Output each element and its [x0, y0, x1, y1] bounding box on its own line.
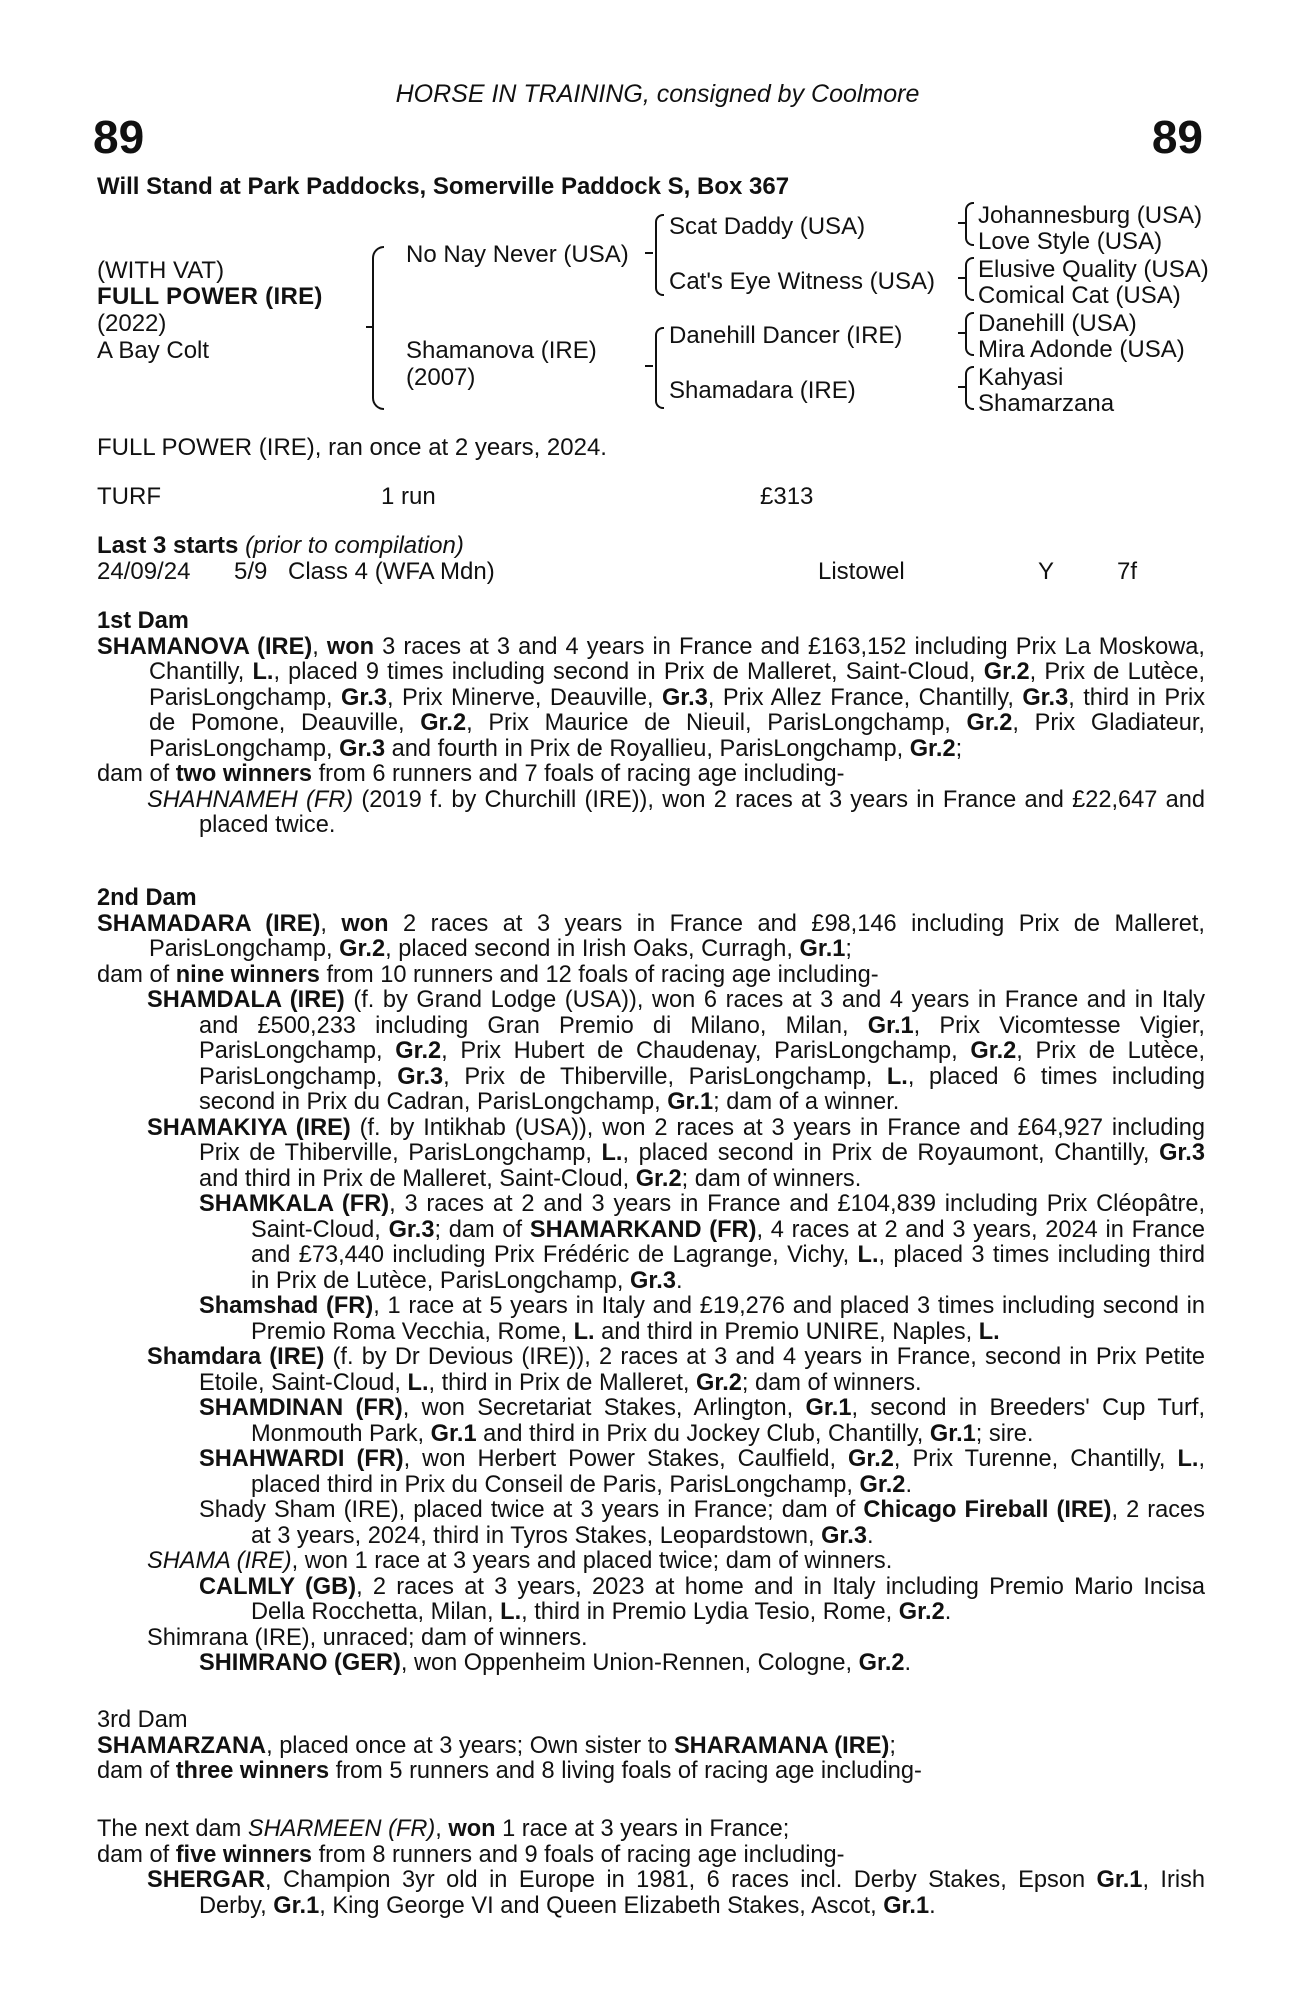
won-label: won [326, 633, 375, 660]
text: , won Oppenheim Union-Rennen, Cologne, [400, 1650, 859, 1676]
text: 3 races at 3 and 4 years in France and £163,152 including Prix La Moskowa, Chantilly, [149, 633, 1205, 685]
text: and third in Prix de Malleret, Saint-Cloud, [199, 1165, 636, 1192]
produce-shamdala [97, 988, 1205, 1116]
brace-g4 [965, 366, 974, 410]
first-dam-produce [97, 762, 1205, 788]
text: , 2 races at 3 years, 2023 at home and in Italy including Premio Mario Incisa Della Rocchetta, Milan, [251, 1573, 1206, 1625]
grade: Gr.3 [397, 1063, 444, 1090]
produce-shergar [97, 1868, 1205, 1919]
gen3-3: Elusive Quality (USA) [978, 256, 1209, 283]
text: from 6 runners and 7 foals of racing age including- [312, 761, 845, 787]
lot-number-right: 89 [1151, 111, 1203, 163]
text: , won Herbert Power Stakes, Caulfield, [403, 1446, 848, 1472]
grade: Gr.3 [821, 1522, 867, 1549]
third-dam-name: SHAMARZANA [97, 1732, 267, 1759]
grade: Gr.2 [696, 1369, 742, 1396]
text: . [904, 1650, 912, 1676]
text: (f. by Intikhab (USA)), won 2 races at 3 years in France and £64,927 including Prix de Thiberville, ParisLongchamp, [199, 1114, 1206, 1166]
grade: Gr.2 [848, 1446, 894, 1472]
next-dam-produce [97, 1843, 1205, 1869]
first-dam-section [97, 609, 1205, 839]
grade: Gr.1 [1096, 1867, 1143, 1893]
text: , Prix de Thiberville, ParisLongchamp, [443, 1063, 887, 1090]
produce-shamdara [97, 1345, 1205, 1396]
first-dam-title: 1st Dam [97, 608, 189, 634]
text: dam of [97, 1758, 176, 1784]
text: ; [845, 936, 852, 962]
text: 2 races at 3 years in France and £98,146 including Prix de Malleret, ParisLongchamp, [149, 910, 1205, 962]
record-runs: 1 run [381, 483, 436, 510]
grade: Gr.1 [805, 1395, 852, 1421]
gen3-8: Shamarzana [978, 390, 1115, 417]
text: . [905, 1471, 912, 1498]
gen3-4: Comical Cat (USA) [978, 282, 1181, 309]
gen3-7: Kahyasi [978, 364, 1064, 391]
grade: L. [573, 1318, 595, 1345]
text: from 5 runners and 8 living foals of racing age including- [329, 1758, 922, 1784]
grade: L. [886, 1063, 908, 1090]
text: , won Secretariat Stakes, Arlington, [402, 1395, 806, 1421]
text: , won 1 race at 3 years and placed twice; dam of winners. [291, 1548, 893, 1574]
horse-year: (2022) [97, 310, 167, 337]
text: , Prix Allez France, Chantilly, [707, 684, 1023, 711]
second-dam-title: 2nd Dam [97, 885, 197, 911]
grade: L. [500, 1599, 522, 1625]
vat-label: (WITH VAT) [97, 257, 225, 284]
text: from 10 runners and 12 foals of racing age including- [319, 961, 879, 988]
text: . [929, 1892, 936, 1919]
text: , placed 3 times including third in Prix de Lutèce, ParisLongchamp, [251, 1242, 1205, 1294]
grade: Gr.3 [341, 684, 387, 711]
text: , placed third in Prix du Conseil de Paris, ParisLongchamp, [251, 1446, 1205, 1498]
brace-g3 [965, 312, 974, 356]
gen3-1: Johannesburg (USA) [978, 202, 1203, 229]
text: Shady Sham (IRE), placed twice at 3 years in France; dam of [199, 1497, 864, 1523]
grade: L. [1177, 1446, 1199, 1472]
brace-g4-tick [958, 386, 965, 388]
grade: Gr.2 [420, 710, 467, 736]
produce-name: CALMLY (GB) [199, 1573, 357, 1600]
second-dam-produce [97, 963, 1205, 989]
text: (2019 f. by Churchill (IRE)), won 2 races at 3 years in France and £22,647 and placed twice. [199, 786, 1205, 838]
text: ; sire. [975, 1420, 1034, 1447]
text: . [867, 1522, 874, 1549]
produce-name: Shamdara (IRE) [147, 1344, 325, 1370]
won-label: won [448, 1816, 496, 1842]
produce-name: SHAHNAMEH (FR) [147, 786, 354, 813]
second-dam-name: SHAMADARA (IRE) [97, 910, 321, 937]
text: , Prix de Lutèce, ParisLongchamp, [149, 659, 1205, 711]
winners-count: three winners [175, 1758, 330, 1784]
brace-sire-tick [645, 252, 653, 254]
winners-count: five winners [175, 1841, 313, 1868]
produce-shamkala [97, 1192, 1205, 1294]
text: , Prix Turenne, Chantilly, [893, 1446, 1178, 1472]
third-dam-record [97, 1734, 1205, 1760]
record-surface: TURF [97, 483, 161, 510]
gen3-2: Love Style (USA) [978, 228, 1163, 255]
third-dam-title: 3rd Dam [97, 1707, 188, 1733]
text: . [675, 1267, 683, 1294]
text: , Prix de Lutèce, ParisLongchamp, [199, 1038, 1205, 1090]
grade: Gr.1 [430, 1420, 477, 1447]
text: , second in Breeders' Cup Turf, Monmouth Park, [251, 1395, 1205, 1447]
grade: Gr.1 [929, 1420, 976, 1447]
dam-sire: Danehill Dancer (IRE) [669, 322, 903, 349]
produce-name: SHIMRANO (GER) [199, 1650, 401, 1676]
sire-name: No Nay Never (USA) [406, 241, 629, 268]
text: The next dam [97, 1816, 248, 1842]
grade: Gr.1 [273, 1892, 320, 1919]
text: from 8 runners and 9 foals of racing age including- [312, 1841, 845, 1868]
winners-count: two winners [175, 761, 313, 787]
first-dam-name: SHAMANOVA (IRE) [97, 633, 313, 660]
start-distance: 7f [1117, 558, 1138, 585]
text: , 4 races at 2 and 3 years, 2024 in France and £73,440 including Prix Frédéric de Lagrange, Vichy, [251, 1216, 1206, 1268]
text: (f. by Grand Lodge (USA)), won 6 races at 3 and 4 years in France and in Italy and £500,233 including Gran Premio di Milano, Milan, [199, 987, 1205, 1039]
start-course: Listowel [818, 558, 905, 585]
gen3-6: Mira Adonde (USA) [978, 336, 1185, 363]
grade: L. [601, 1140, 623, 1166]
third-dam-produce [97, 1759, 1205, 1785]
text: , third in Prix de Pomone, Deauville, [149, 684, 1205, 736]
grade: Gr.2 [339, 936, 386, 962]
text: , placed once at 3 years; Own sister to [266, 1732, 674, 1759]
grade: Gr.3 [388, 1216, 435, 1243]
text: , Irish Derby, [199, 1867, 1205, 1919]
text: , placed 9 times including second in Prix de Malleret, Saint-Cloud, [273, 659, 984, 685]
brace-g2-tick [958, 277, 965, 279]
brace-sire [655, 214, 664, 296]
grade: Gr.3 [339, 735, 386, 762]
grade: Gr.2 [966, 710, 1013, 736]
text: ; dam of a winner. [713, 1089, 900, 1115]
text: , placed second in Irish Oaks, Curragh, [385, 936, 800, 962]
sire-dam: Cat's Eye Witness (USA) [669, 268, 935, 295]
grade: Gr.1 [867, 1012, 914, 1039]
brace-g3-tick [958, 332, 965, 334]
sire-sire: Scat Daddy (USA) [669, 213, 866, 240]
dam-name: Shamanova (IRE) [406, 337, 597, 364]
grade: Gr.2 [635, 1165, 682, 1192]
text: dam of [97, 761, 176, 787]
produce-name: SHAHWARDI (FR) [199, 1446, 404, 1472]
produce-name: SHARAMANA (IRE) [673, 1732, 890, 1759]
produce-shamshad [97, 1294, 1205, 1345]
grade: Gr.2 [909, 735, 956, 762]
text: and third in Prix du Jockey Club, Chantilly, [476, 1420, 930, 1447]
start-race: Class 4 (WFA Mdn) [288, 558, 495, 585]
brace-dam [655, 327, 664, 409]
next-dam-record: The next dam SHARMEEN (FR), won 1 race at 3 years in France; [97, 1816, 790, 1842]
produce-name: SHAMDALA (IRE) [147, 987, 345, 1013]
text: , Champion 3yr old in Europe in 1981, 6 races incl. Derby Stakes, Epson [264, 1867, 1097, 1893]
grade: Gr.2 [970, 1038, 1017, 1064]
grade: L. [407, 1369, 429, 1396]
produce-shamdinan [97, 1396, 1205, 1447]
text: , Prix Minerve, Deauville, [386, 684, 662, 711]
produce-name: SHAMARKAND (FR) [529, 1216, 757, 1243]
text: and fourth in Prix de Royallieu, ParisLongchamp, [385, 735, 910, 762]
produce-shimrana [97, 1626, 1205, 1652]
catalogue-header: HORSE IN TRAINING, consigned by Coolmore [395, 80, 920, 108]
grade: Gr.2 [859, 1471, 906, 1498]
text: ; dam of [434, 1216, 530, 1243]
third-dam-section [97, 1708, 1205, 1785]
brace-g1-tick [958, 222, 965, 224]
grade: Gr.1 [799, 936, 846, 962]
grade: L. [978, 1318, 1000, 1345]
brace-g1 [965, 202, 974, 246]
last-starts-note: (prior to compilation) [245, 532, 464, 559]
text: 1 race at 3 years in France; [495, 1816, 790, 1842]
produce-shamakiya [97, 1116, 1205, 1193]
text: . [944, 1599, 952, 1625]
text: , third in Prix de Malleret, [428, 1369, 696, 1396]
dam-dam: Shamadara (IRE) [669, 377, 856, 404]
start-position: 5/9 [234, 558, 268, 585]
brace-main-tick [366, 326, 374, 328]
text: ; [889, 1732, 896, 1759]
produce-shama [97, 1549, 1205, 1575]
text: , Prix Vicomtesse Vigier, ParisLongchamp, [199, 1012, 1205, 1064]
grade: Gr.3 [661, 684, 708, 711]
won-label: won [341, 910, 389, 937]
text: , 3 races at 2 and 3 years in France and £104,839 including Prix Cléopâtre, Saint-Cloud, [251, 1191, 1206, 1243]
produce-shady-sham [97, 1498, 1205, 1549]
produce-shimrano [97, 1651, 1205, 1677]
brace-dam-tick [645, 365, 653, 367]
gen3-5: Danehill (USA) [978, 310, 1137, 337]
produce-name: SHAMAKIYA (IRE) [147, 1114, 351, 1141]
text: , Prix Maurice de Nieuil, ParisLongchamp, [466, 710, 967, 736]
produce-shahwardi [97, 1447, 1205, 1498]
text: ; dam of winners. [681, 1165, 862, 1192]
grade: Gr.3 [1022, 684, 1069, 711]
next-dam-name: SHARMEEN (FR) [247, 1816, 436, 1842]
text: , King George VI and Queen Elizabeth Stakes, Ascot, [319, 1892, 884, 1919]
produce-name: SHAMKALA (FR) [199, 1191, 390, 1217]
second-dam-record: SHAMADARA (IRE), won 2 races at 3 years in France and £98,146 including Prix de Malleret, ParisLongchamp, Gr.2, placed second in Irish Oaks, Curragh, Gr.1; [97, 910, 1205, 962]
grade: Gr.2 [395, 1038, 442, 1064]
text: , third in Premio Lydia Tesio, Rome, [521, 1599, 899, 1625]
grade: Gr.2 [983, 659, 1030, 685]
winners-count: nine winners [175, 961, 320, 988]
last-starts-title: Last 3 starts [97, 532, 239, 559]
stand-location: Will Stand at Park Paddocks, Somerville Paddock S, Box 367 [97, 173, 790, 200]
text: (f. by Dr Devious (IRE)), 2 races at 3 and 4 years in France, second in Prix Petite Etoile, Saint-Cloud, [199, 1344, 1206, 1396]
text: , 2 races at 3 years, 2024, third in Tyros Stakes, Leopardstown, [251, 1497, 1205, 1549]
grade: Gr.3 [1159, 1140, 1205, 1166]
lot-number-left: 89 [93, 111, 145, 163]
race-summary: FULL POWER (IRE), ran once at 2 years, 2024. [97, 434, 607, 461]
produce-name: SHAMA (IRE) [147, 1548, 292, 1574]
produce-name: SHERGAR [147, 1867, 265, 1893]
grade: Gr.2 [858, 1650, 905, 1676]
text: , Prix Gladiateur, ParisLongchamp, [149, 710, 1205, 762]
first-dam-record: SHAMANOVA (IRE), won 3 races at 3 and 4 years in France and £163,152 including Prix La Moskowa, Chantilly, L., placed 9 times including second in Prix de Malleret, Saint-Cloud, Gr.2, Prix de Lutèce, ParisLongchamp, Gr.3, Prix Minerve, Deauville, Gr.3, Prix Allez France, Chantilly, Gr.3, third in Prix de Pomone, Deauville, Gr.2, Prix Maurice de Nieuil, ParisLongchamp, Gr.2, Prix Gladiateur, ParisLongchamp, Gr.3 and fourth in Prix de Royallieu, ParisLongchamp, Gr.2; [97, 633, 1205, 762]
produce-name: Chicago Fireball (IRE) [863, 1497, 1112, 1523]
produce-name: SHAMDINAN (FR) [199, 1395, 403, 1421]
grade: L. [252, 659, 274, 685]
produce-shahnameh [97, 788, 1205, 839]
text: ; dam of winners. [741, 1369, 922, 1396]
dam-year: (2007) [406, 364, 476, 391]
grade: Gr.1 [667, 1089, 714, 1115]
text: , Prix Hubert de Chaudenay, ParisLongchamp, [441, 1038, 971, 1064]
produce-calmly [97, 1575, 1205, 1626]
record-earnings: £313 [760, 483, 814, 510]
produce-name: Shamshad (FR) [199, 1293, 374, 1319]
grade: Gr.3 [630, 1267, 676, 1294]
grade: L. [857, 1242, 879, 1268]
text: Shimrana (IRE), unraced; dam of winners. [147, 1624, 588, 1651]
text: , placed second in Prix de Royaumont, Chantilly, [622, 1140, 1160, 1166]
brace-main [372, 246, 384, 410]
text: ; [955, 735, 963, 762]
next-dam-section [97, 1817, 1205, 1919]
grade: Gr.1 [883, 1892, 930, 1919]
text: dam of [97, 1841, 176, 1868]
text: and third in Premio UNIRE, Naples, [594, 1318, 979, 1345]
horse-name: FULL POWER (IRE) [97, 283, 323, 310]
start-going: Y [1038, 558, 1055, 585]
text: , placed 6 times including second in Prix du Cadran, ParisLongchamp, [199, 1063, 1205, 1115]
second-dam-section [97, 886, 1205, 1677]
brace-g2 [965, 257, 974, 301]
horse-description: A Bay Colt [97, 337, 210, 364]
text: dam of [97, 961, 176, 988]
grade: Gr.2 [898, 1599, 945, 1625]
text: , 1 race at 5 years in Italy and £19,276 and placed 3 times including second in Premio Roma Vecchia, Rome, [251, 1293, 1205, 1345]
start-date: 24/09/24 [97, 558, 191, 585]
last-starts-heading [97, 532, 464, 560]
